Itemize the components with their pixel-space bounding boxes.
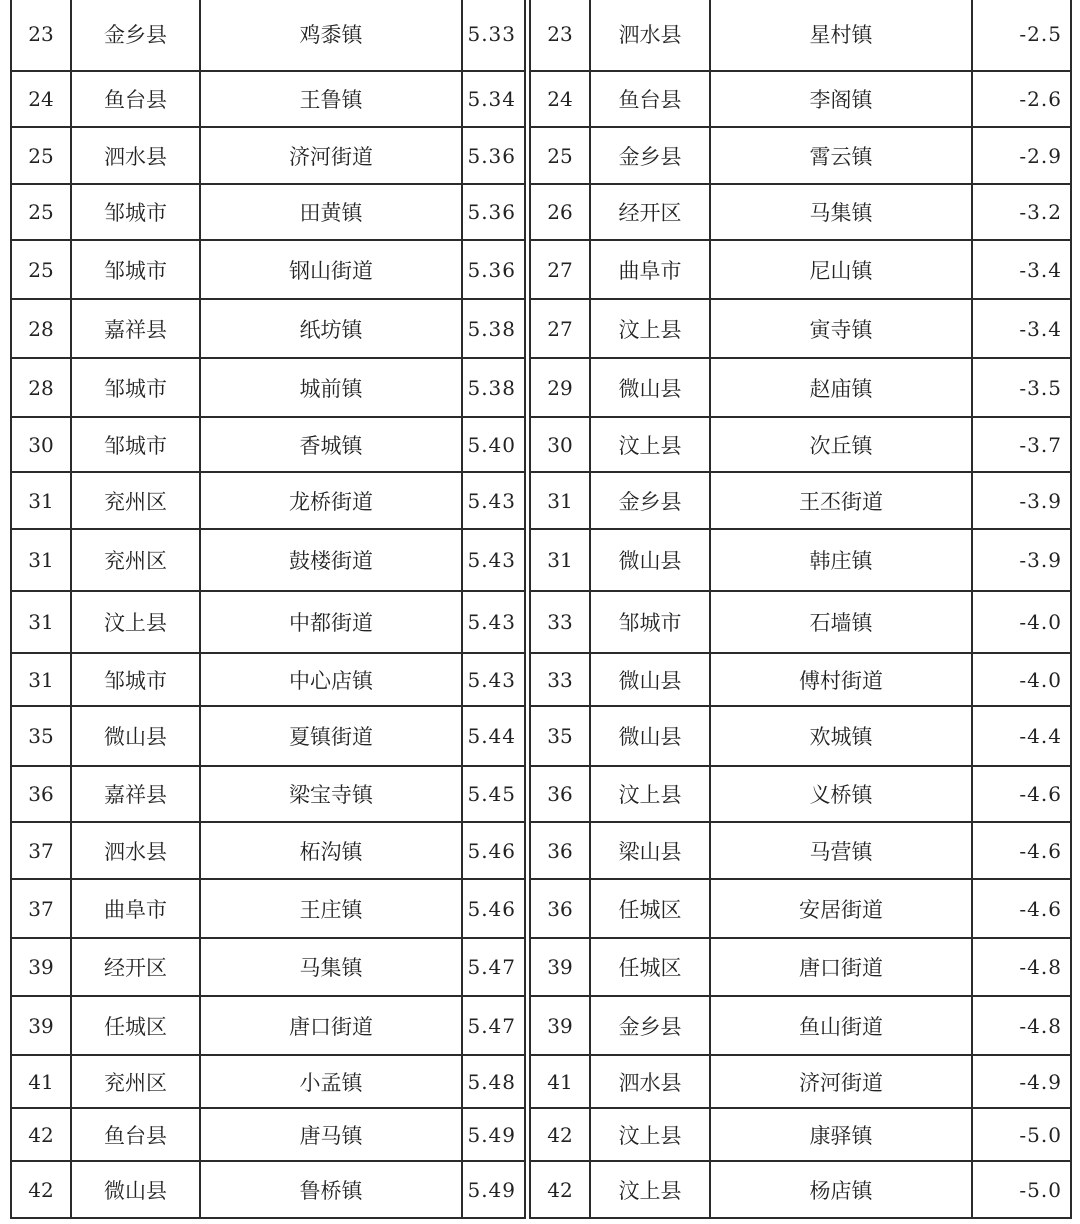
value-cell: 5.43 [462,529,525,591]
value-cell: 5.45 [462,766,525,822]
table-row [11,1108,525,1161]
county-cell: 金乡县 [590,127,710,184]
left-ranking-table [10,0,526,1219]
rank-cell: 42 [11,1161,71,1218]
town-cell: 石墙镇 [710,591,972,653]
town-cell: 韩庄镇 [710,529,972,591]
county-cell: 经开区 [590,184,710,240]
table-row [11,996,525,1055]
county-cell: 梁山县 [590,822,710,879]
value-cell: -3.7 [972,417,1071,472]
town-cell: 王庄镇 [200,879,462,938]
value-cell: -2.6 [972,71,1071,127]
rank-cell: 36 [530,822,590,879]
table-row [530,299,1071,358]
table-row [11,358,525,417]
value-cell: 5.43 [462,653,525,706]
rank-cell: 42 [530,1108,590,1161]
town-cell: 安居街道 [710,879,972,938]
county-cell: 经开区 [71,938,200,996]
rank-cell: 26 [530,184,590,240]
table-row [11,240,525,299]
value-cell: -4.8 [972,938,1071,996]
town-cell: 柘沟镇 [200,822,462,879]
town-cell: 城前镇 [200,358,462,417]
county-cell: 汶上县 [590,1108,710,1161]
rank-cell: 29 [530,358,590,417]
county-cell: 鱼台县 [71,71,200,127]
value-cell: -2.9 [972,127,1071,184]
value-cell: -4.0 [972,591,1071,653]
rank-cell: 39 [530,996,590,1055]
town-cell: 赵庙镇 [710,358,972,417]
county-cell: 微山县 [590,653,710,706]
table-row [11,706,525,766]
rank-cell: 23 [11,0,71,71]
county-cell: 曲阜市 [71,879,200,938]
rank-cell: 37 [11,822,71,879]
table-row [530,240,1071,299]
town-cell: 王丕街道 [710,472,972,529]
county-cell: 金乡县 [590,472,710,529]
table-row [11,653,525,706]
value-cell: -3.9 [972,472,1071,529]
value-cell: -2.5 [972,0,1071,71]
value-cell: 5.36 [462,240,525,299]
right-ranking-table [529,0,1072,1219]
town-cell: 星村镇 [710,0,972,71]
value-cell: -4.4 [972,706,1071,766]
rank-cell: 27 [530,299,590,358]
town-cell: 中都街道 [200,591,462,653]
county-cell: 汶上县 [590,766,710,822]
county-cell: 邹城市 [71,358,200,417]
rank-cell: 31 [11,653,71,706]
table-row [11,938,525,996]
town-cell: 康驿镇 [710,1108,972,1161]
county-cell: 汶上县 [590,299,710,358]
rank-cell: 36 [530,766,590,822]
value-cell: 5.40 [462,417,525,472]
rank-cell: 30 [530,417,590,472]
county-cell: 任城区 [590,879,710,938]
rank-cell: 25 [11,240,71,299]
value-cell: 5.36 [462,127,525,184]
value-cell: -5.0 [972,1108,1071,1161]
value-cell: -4.6 [972,766,1071,822]
table-row [530,358,1071,417]
rank-cell: 33 [530,653,590,706]
rank-cell: 35 [11,706,71,766]
county-cell: 汶上县 [590,417,710,472]
table-row [530,822,1071,879]
table-row [11,879,525,938]
rank-cell: 39 [11,938,71,996]
county-cell: 泗水县 [590,1055,710,1108]
town-cell: 济河街道 [200,127,462,184]
county-cell: 微山县 [71,706,200,766]
rank-cell: 36 [11,766,71,822]
value-cell: 5.36 [462,184,525,240]
table-row [11,1161,525,1218]
town-cell: 小孟镇 [200,1055,462,1108]
table-row [530,529,1071,591]
table-row [11,1055,525,1108]
table-row [530,879,1071,938]
rank-cell: 24 [11,71,71,127]
table-row [530,184,1071,240]
county-cell: 汶上县 [71,591,200,653]
county-cell: 曲阜市 [590,240,710,299]
table-row [11,472,525,529]
town-cell: 唐口街道 [710,938,972,996]
rank-cell: 31 [11,529,71,591]
town-cell: 纸坊镇 [200,299,462,358]
value-cell: 5.38 [462,358,525,417]
county-cell: 邹城市 [71,653,200,706]
rank-cell: 42 [530,1161,590,1218]
town-cell: 义桥镇 [710,766,972,822]
table-row [11,822,525,879]
value-cell: 5.33 [462,0,525,71]
rank-cell: 41 [530,1055,590,1108]
rank-cell: 27 [530,240,590,299]
rank-cell: 31 [11,472,71,529]
value-cell: -3.4 [972,299,1071,358]
value-cell: 5.44 [462,706,525,766]
table-row [530,706,1071,766]
value-cell: -5.0 [972,1161,1071,1218]
rank-cell: 37 [11,879,71,938]
town-cell: 马营镇 [710,822,972,879]
town-cell: 唐马镇 [200,1108,462,1161]
rank-cell: 31 [11,591,71,653]
rank-cell: 28 [11,358,71,417]
table-row [530,1055,1071,1108]
rank-cell: 36 [530,879,590,938]
value-cell: -4.9 [972,1055,1071,1108]
county-cell: 邹城市 [71,184,200,240]
rank-cell: 42 [11,1108,71,1161]
town-cell: 马集镇 [710,184,972,240]
table-row [11,299,525,358]
table-row [11,184,525,240]
value-cell: 5.46 [462,822,525,879]
county-cell: 汶上县 [590,1161,710,1218]
county-cell: 兖州区 [71,472,200,529]
rank-cell: 25 [530,127,590,184]
town-cell: 钢山街道 [200,240,462,299]
town-cell: 香城镇 [200,417,462,472]
county-cell: 邹城市 [71,240,200,299]
county-cell: 任城区 [590,938,710,996]
county-cell: 任城区 [71,996,200,1055]
county-cell: 微山县 [71,1161,200,1218]
town-cell: 王鲁镇 [200,71,462,127]
town-cell: 鸡黍镇 [200,0,462,71]
town-cell: 李阁镇 [710,71,972,127]
value-cell: 5.34 [462,71,525,127]
table-row [11,0,525,71]
table-row [11,766,525,822]
town-cell: 欢城镇 [710,706,972,766]
value-cell: 5.47 [462,938,525,996]
town-cell: 杨店镇 [710,1161,972,1218]
town-cell: 寅寺镇 [710,299,972,358]
county-cell: 微山县 [590,358,710,417]
value-cell: 5.38 [462,299,525,358]
table-row [530,653,1071,706]
town-cell: 中心店镇 [200,653,462,706]
table-row [11,591,525,653]
value-cell: -4.0 [972,653,1071,706]
rank-cell: 31 [530,529,590,591]
table-row [530,71,1071,127]
county-cell: 鱼台县 [590,71,710,127]
county-cell: 微山县 [590,706,710,766]
town-cell: 龙桥街道 [200,472,462,529]
county-cell: 泗水县 [71,822,200,879]
town-cell: 夏镇街道 [200,706,462,766]
table-row [11,417,525,472]
town-cell: 鱼山街道 [710,996,972,1055]
value-cell: -3.4 [972,240,1071,299]
value-cell: 5.43 [462,591,525,653]
rank-cell: 30 [11,417,71,472]
rank-cell: 25 [11,127,71,184]
county-cell: 邹城市 [71,417,200,472]
town-cell: 鲁桥镇 [200,1161,462,1218]
table-row [530,127,1071,184]
value-cell: 5.43 [462,472,525,529]
table-row [530,766,1071,822]
county-cell: 微山县 [590,529,710,591]
value-cell: -3.5 [972,358,1071,417]
value-cell: 5.49 [462,1161,525,1218]
rank-cell: 39 [530,938,590,996]
table-row [530,1161,1071,1218]
value-cell: 5.49 [462,1108,525,1161]
table-row [11,71,525,127]
county-cell: 泗水县 [71,127,200,184]
rank-cell: 28 [11,299,71,358]
town-cell: 次丘镇 [710,417,972,472]
table-row [11,127,525,184]
rank-cell: 35 [530,706,590,766]
rank-cell: 41 [11,1055,71,1108]
value-cell: 5.46 [462,879,525,938]
value-cell: 5.48 [462,1055,525,1108]
town-cell: 梁宝寺镇 [200,766,462,822]
table-row [530,0,1071,71]
value-cell: 5.47 [462,996,525,1055]
county-cell: 嘉祥县 [71,766,200,822]
county-cell: 兖州区 [71,1055,200,1108]
value-cell: -3.9 [972,529,1071,591]
town-cell: 鼓楼街道 [200,529,462,591]
value-cell: -3.2 [972,184,1071,240]
county-cell: 邹城市 [590,591,710,653]
town-cell: 马集镇 [200,938,462,996]
town-cell: 济河街道 [710,1055,972,1108]
town-cell: 田黄镇 [200,184,462,240]
value-cell: -4.8 [972,996,1071,1055]
county-cell: 金乡县 [71,0,200,71]
rank-cell: 39 [11,996,71,1055]
table-row [530,938,1071,996]
table-row [530,417,1071,472]
table-row [530,591,1071,653]
county-cell: 嘉祥县 [71,299,200,358]
town-cell: 傅村街道 [710,653,972,706]
table-row [530,1108,1071,1161]
county-cell: 鱼台县 [71,1108,200,1161]
rank-cell: 24 [530,71,590,127]
rank-cell: 33 [530,591,590,653]
rank-cell: 25 [11,184,71,240]
town-cell: 尼山镇 [710,240,972,299]
value-cell: -4.6 [972,879,1071,938]
county-cell: 兖州区 [71,529,200,591]
value-cell: -4.6 [972,822,1071,879]
town-cell: 霄云镇 [710,127,972,184]
town-cell: 唐口街道 [200,996,462,1055]
county-cell: 金乡县 [590,996,710,1055]
table-row [11,529,525,591]
rank-cell: 31 [530,472,590,529]
county-cell: 泗水县 [590,0,710,71]
rank-cell: 23 [530,0,590,71]
table-row [530,472,1071,529]
table-row [530,996,1071,1055]
